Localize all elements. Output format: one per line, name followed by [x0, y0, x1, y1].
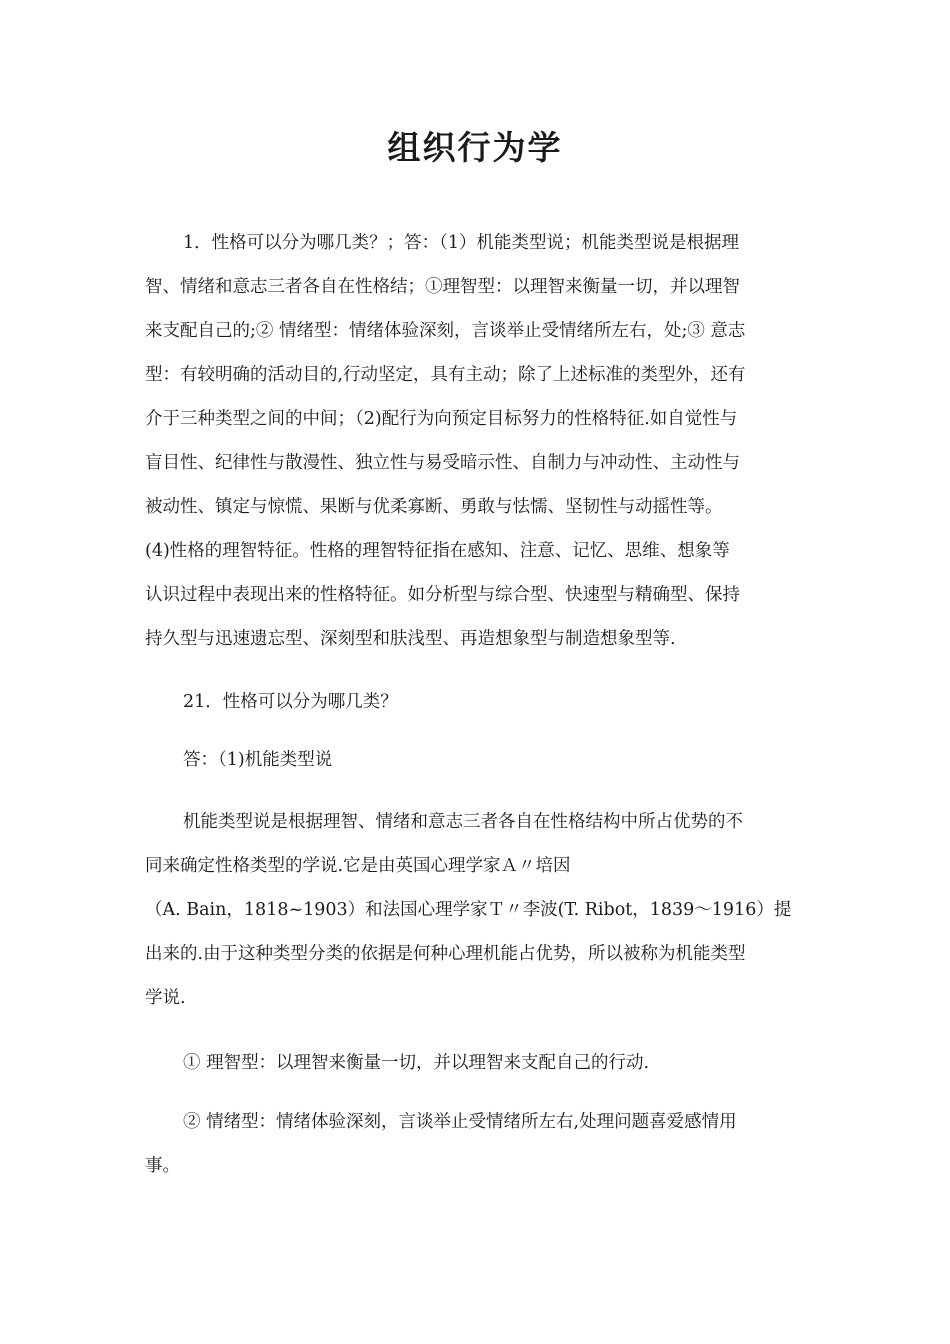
paragraph-line: 型：有较明确的活动目的,行动坚定，具有主动；除了上述标准的类型外，还有 [145, 365, 746, 385]
paragraph-line: 介于三种类型之间的中间；（2)配行为向预定目标努力的性格特征.如自觉性与 [145, 409, 738, 429]
paragraph-2 [145, 680, 807, 724]
paragraph-line: 认识过程中表现出来的性格特征。如分析型与综合型、快速型与精确型、保持 [145, 585, 740, 605]
paragraph-line: 持久型与迅速遗忘型、深刻型和肤浅型、再造想象型与制造想象型等. [145, 629, 676, 649]
paragraph-line: 机能类型说是根据理智、情绪和意志三者各自在性格结构中所占优势的不 [183, 812, 743, 832]
paragraph-line: 学说. [145, 988, 186, 1008]
paragraph-1 [145, 221, 807, 661]
paragraph-line: 答：（1)机能类型说 [183, 750, 333, 770]
paragraph-line: 事。 [145, 1156, 180, 1176]
paragraph-line: ① 理智型：以理智来衡量一切，并以理智来支配自己的行动. [183, 1053, 650, 1073]
document-title: 组织行为学 [387, 128, 563, 167]
paragraph-line: （A. Bain，1818~1903）和法国心理学家Ｔ〃李波(T. Ribot，1839～1916）提 [145, 900, 792, 920]
paragraph-line: 同来确定性格类型的学说.它是由英国心理学家Ａ〃培因 [145, 856, 571, 876]
paragraph-4 [145, 800, 807, 1020]
paragraph-5 [145, 1041, 807, 1085]
paragraph-line: 被动性、镇定与惊慌、果断与优柔寡断、勇敢与怯懦、坚韧性与动摇性等。 [145, 497, 723, 517]
paragraph-line: 1．性格可以分为哪几类？；答：（1）机能类型说；机能类型说是根据理 [183, 233, 740, 253]
paragraph-line: 来支配自己的;② 情绪型：情绪体验深刻，言谈举止受情绪所左右，处;③ 意志 [145, 321, 746, 341]
paragraph-line: 出来的.由于这种类型分类的依据是何种心理机能占优势，所以被称为机能类型 [145, 944, 746, 964]
paragraph-3 [145, 738, 807, 782]
paragraph-line: 21．性格可以分为哪几类？ [183, 692, 398, 712]
paragraph-line: ② 情绪型：情绪体验深刻，言谈举止受情绪所左右,处理问题喜爱感情用 [183, 1112, 737, 1132]
paragraph-line: 智、情绪和意志三者各自在性格结；①理智型：以理智来衡量一切，并以理智 [145, 277, 740, 297]
paragraph-6 [145, 1100, 807, 1188]
paragraph-line: 盲目性、纪律性与散漫性、独立性与易受暗示性、自制力与冲动性、主动性与 [145, 453, 740, 473]
paragraph-line: (4)性格的理智特征。性格的理智特征指在感知、注意、记忆、思维、想象等 [145, 541, 730, 561]
